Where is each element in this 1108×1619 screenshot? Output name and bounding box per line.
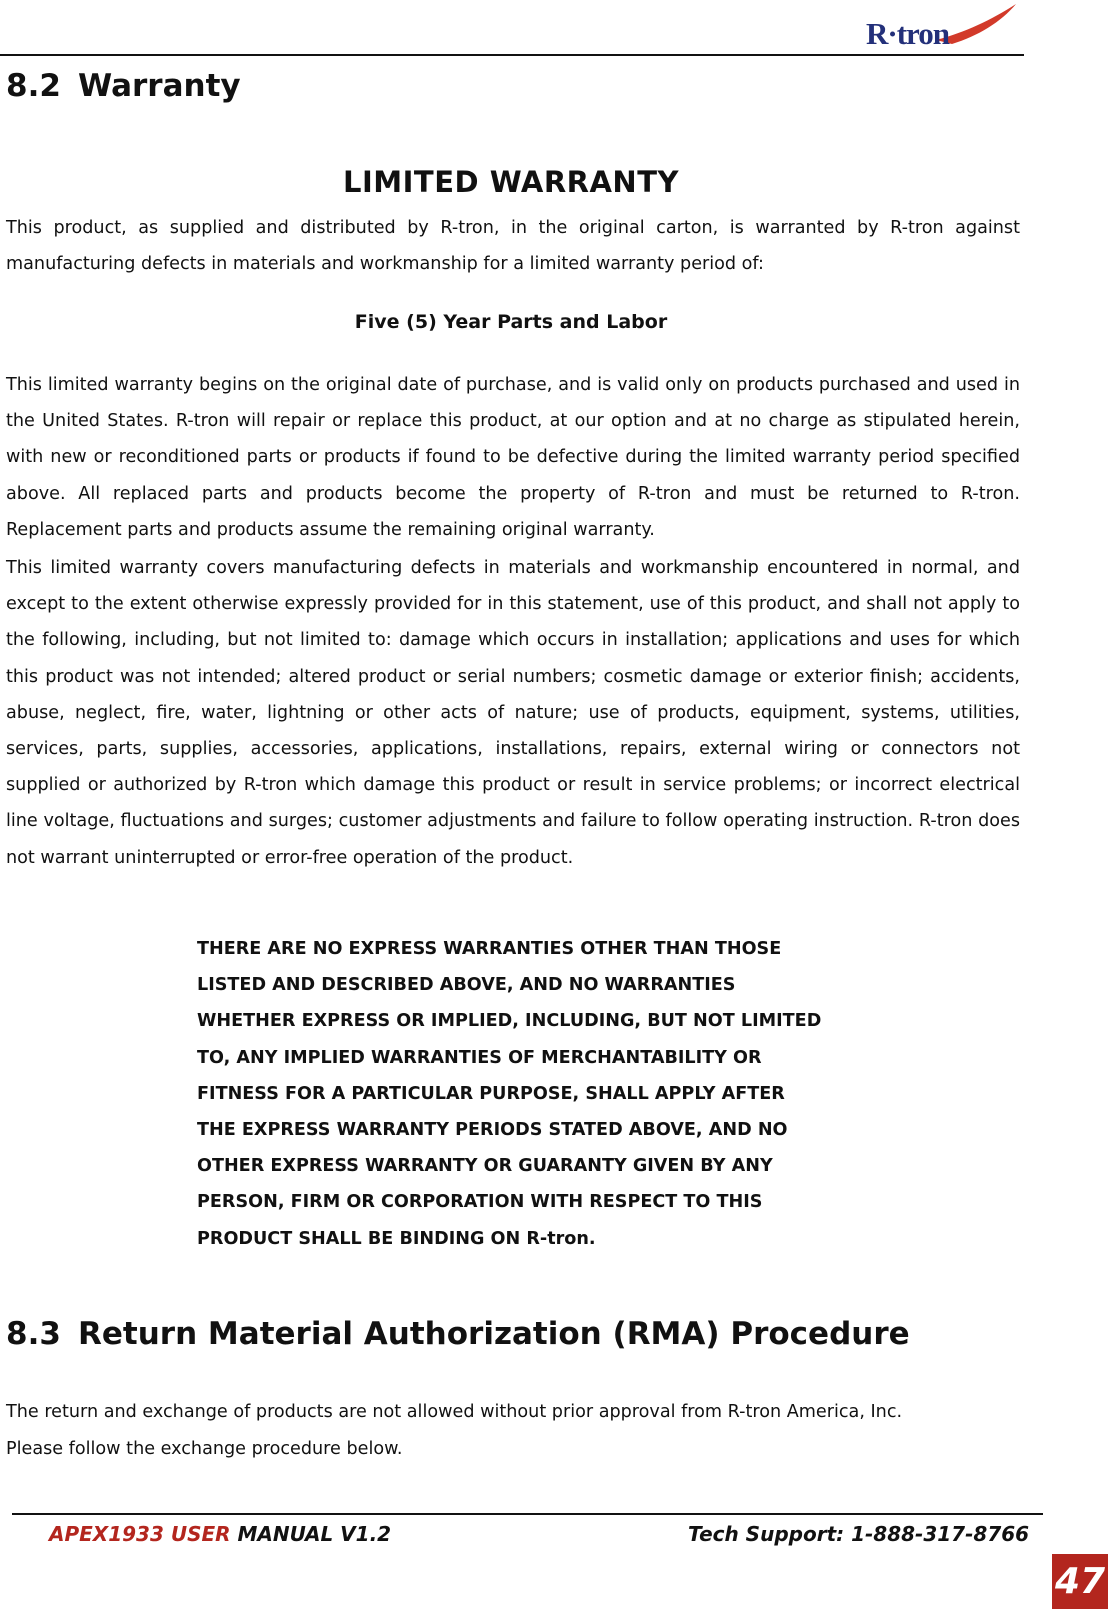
warranty-coverage-paragraph: This limited warranty covers manufacturing defects in materials and workmanship encountered in normal, and except to the extent otherwise expressly provided for in this statement, use of this product, and shall not apply to the following, including, but not limited to: damage which occurs in installation; applications and uses for which this product was not intended; altered product or serial numbers; cosmetic damage or exterior finish; accidents, abuse, neglect, fire, water, lightning or other acts of nature; use of products, equipment, systems, utilities, services, parts, supplies, accessories, applications, installations, repairs, external wiring or connectors not supplied or authorized by R-tron which damage this product or result in service problems; or incorrect electrical line voltage, fluctuations and surges; customer adjustments and failure to follow operating instruction. R-tron does not warrant uninterrupted or error-free operation of the product. <box>6 558 1020 868</box>
disclaimer-line: THERE ARE NO EXPRESS WARRANTIES OTHER THAN THOSE <box>197 939 782 959</box>
section-title: Return Material Authorization (RMA) Procedure <box>78 1316 910 1352</box>
footer-divider <box>12 1513 1043 1515</box>
disclaimer-line: OTHER EXPRESS WARRANTY OR GUARANTY GIVEN BY ANY <box>197 1156 773 1177</box>
page-number-badge: 47 <box>1052 1554 1108 1609</box>
warranty-disclaimer <box>197 931 877 1257</box>
rma-line: The return and exchange of products are not allowed without prior approval from R-tron America, Inc. <box>6 1402 903 1422</box>
section-heading-warranty <box>6 68 241 104</box>
disclaimer-line: THE EXPRESS WARRANTY PERIODS STATED ABOVE, AND NO <box>197 1120 788 1141</box>
footer-manual-title <box>49 1522 391 1546</box>
footer-tech-support: Tech Support: 1-888-317-8766 <box>688 1522 1030 1546</box>
warranty-period: Five (5) Year Parts and Labor <box>354 311 668 333</box>
disclaimer-line: LISTED AND DESCRIBED ABOVE, AND NO WARRANTIES <box>197 975 736 996</box>
limited-warranty-title: LIMITED WARRANTY <box>343 165 679 199</box>
footer-model: APEX1933 USER <box>49 1522 231 1546</box>
warranty-intro-paragraph: This product, as supplied and distributed by R-tron, in the original carton, is warranted by R-tron against manufacturing defects in materials and workmanship for a limited warranty period of: <box>6 218 1020 275</box>
disclaimer-line: PERSON, FIRM OR CORPORATION WITH RESPECT TO THIS <box>197 1192 763 1213</box>
section-title: Warranty <box>78 68 241 104</box>
logo-text: R·tron <box>866 16 949 51</box>
rma-paragraph <box>6 1394 1020 1467</box>
section-number: 8.3 <box>6 1316 61 1352</box>
section-number: 8.2 <box>6 68 61 104</box>
r-tron-logo <box>866 2 1018 52</box>
disclaimer-line: WHETHER EXPRESS OR IMPLIED, INCLUDING, BUT NOT LIMITED <box>197 1011 822 1032</box>
disclaimer-line: TO, ANY IMPLIED WARRANTIES OF MERCHANTABILITY OR <box>197 1047 762 1068</box>
section-heading-rma <box>6 1316 910 1352</box>
rma-line: Please follow the exchange procedure below. <box>6 1438 403 1459</box>
footer-manual: MANUAL V1.2 <box>230 1522 392 1546</box>
header-divider <box>0 54 1024 56</box>
disclaimer-line: FITNESS FOR A PARTICULAR PURPOSE, SHALL APPLY AFTER <box>197 1083 785 1104</box>
warranty-terms-paragraph: This limited warranty begins on the original date of purchase, and is valid only on products purchased and used in the United States. R-tron will repair or replace this product, at our option and at no charge as stipulated herein, with new or reconditioned parts or products if found to be defective during the limited warranty period specified above. All replaced parts and products become the property of R-tron and must be returned to R-tron. Replacement parts and products assume the remaining original warranty. <box>6 375 1020 540</box>
disclaimer-line: PRODUCT SHALL BE BINDING ON R-tron. <box>197 1228 596 1249</box>
